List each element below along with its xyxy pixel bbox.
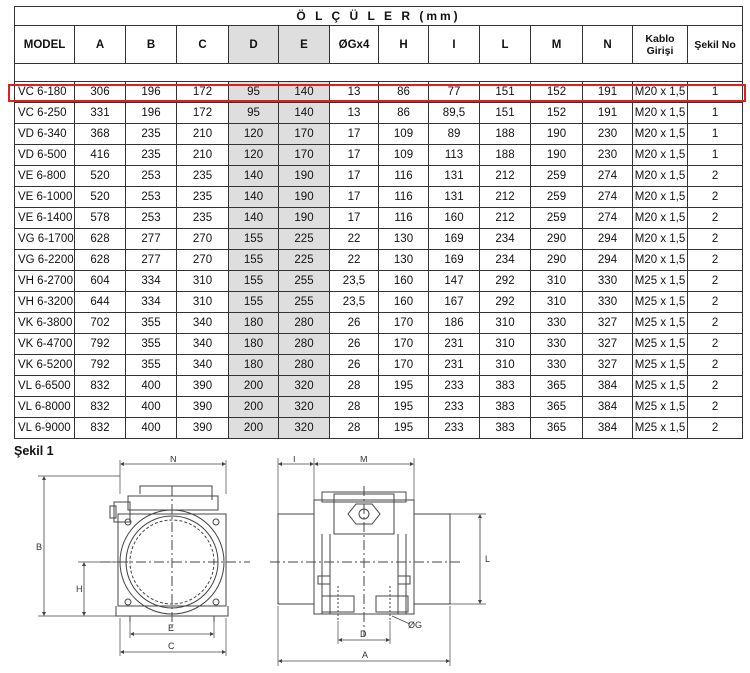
model-cell: VG 6-2200 (15, 250, 75, 271)
model-cell: VH 6-3200 (15, 292, 75, 313)
value-cell: 832 (75, 397, 126, 418)
value-cell: 294 (583, 229, 633, 250)
column-header: Kablo Girişi (633, 26, 688, 64)
value-cell: 330 (531, 334, 583, 355)
value-cell: 23,5 (330, 292, 379, 313)
dim-label-d: D (360, 629, 367, 639)
value-cell: 334 (126, 271, 177, 292)
column-header: N (583, 26, 633, 64)
value-cell: 131 (429, 187, 480, 208)
value-cell: 212 (480, 208, 531, 229)
value-cell: 340 (177, 334, 229, 355)
value-cell: 140 (229, 166, 279, 187)
value-cell: 26 (330, 355, 379, 376)
dim-label-g: ØG (408, 620, 423, 630)
value-cell: 186 (429, 313, 480, 334)
table-title: Ö L Ç Ü L E R (mm) (15, 7, 743, 26)
value-cell: 22 (330, 250, 379, 271)
value-cell: 13 (330, 82, 379, 103)
value-cell: M20 x 1,5 (633, 145, 688, 166)
value-cell: 116 (379, 187, 429, 208)
table-row (15, 187, 743, 208)
value-cell: 1 (688, 145, 743, 166)
value-cell: 702 (75, 313, 126, 334)
table-row (15, 418, 743, 439)
front-view (38, 460, 250, 656)
table-row (15, 103, 743, 124)
value-cell: 235 (177, 187, 229, 208)
value-cell: 231 (429, 334, 480, 355)
value-cell: 355 (126, 334, 177, 355)
value-cell: 235 (126, 124, 177, 145)
value-cell: 253 (126, 208, 177, 229)
value-cell: 180 (229, 313, 279, 334)
column-header: I (429, 26, 480, 64)
value-cell: 86 (379, 82, 429, 103)
dim-label-h: H (76, 584, 83, 594)
model-cell: VG 6-1700 (15, 229, 75, 250)
value-cell: 22 (330, 229, 379, 250)
value-cell: 290 (531, 229, 583, 250)
value-cell: 116 (379, 208, 429, 229)
value-cell: 17 (330, 208, 379, 229)
value-cell: 160 (379, 271, 429, 292)
value-cell: 270 (177, 250, 229, 271)
value-cell: 2 (688, 313, 743, 334)
value-cell: 270 (177, 229, 229, 250)
value-cell: 400 (126, 397, 177, 418)
value-cell: 167 (429, 292, 480, 313)
column-header: B (126, 26, 177, 64)
value-cell: 188 (480, 145, 531, 166)
value-cell: 365 (531, 376, 583, 397)
value-cell: M25 x 1,5 (633, 397, 688, 418)
dim-label-a: A (362, 650, 369, 660)
value-cell: 310 (480, 313, 531, 334)
table-row (15, 334, 743, 355)
value-cell: 355 (126, 313, 177, 334)
value-cell: 1 (688, 103, 743, 124)
model-cell: VL 6-9000 (15, 418, 75, 439)
value-cell: 195 (379, 376, 429, 397)
header-row (15, 26, 743, 64)
value-cell: 170 (279, 145, 330, 166)
value-cell: 191 (583, 103, 633, 124)
table-row (15, 145, 743, 166)
value-cell: 109 (379, 145, 429, 166)
value-cell: M20 x 1,5 (633, 187, 688, 208)
value-cell: M25 x 1,5 (633, 418, 688, 439)
value-cell: 210 (177, 124, 229, 145)
value-cell: 1 (688, 82, 743, 103)
value-cell: M20 x 1,5 (633, 124, 688, 145)
value-cell: 400 (126, 376, 177, 397)
value-cell: 416 (75, 145, 126, 166)
value-cell: 234 (480, 250, 531, 271)
model-cell: VE 6-800 (15, 166, 75, 187)
value-cell: 2 (688, 208, 743, 229)
value-cell: 330 (531, 355, 583, 376)
value-cell: 95 (229, 103, 279, 124)
value-cell: 792 (75, 355, 126, 376)
value-cell: M25 x 1,5 (633, 376, 688, 397)
model-cell: VK 6-5200 (15, 355, 75, 376)
value-cell: 130 (379, 229, 429, 250)
value-cell: 628 (75, 250, 126, 271)
value-cell: 169 (429, 250, 480, 271)
value-cell: 225 (279, 250, 330, 271)
model-cell: VD 6-500 (15, 145, 75, 166)
value-cell: 384 (583, 397, 633, 418)
value-cell: 310 (480, 355, 531, 376)
value-cell: M25 x 1,5 (633, 292, 688, 313)
value-cell: 120 (229, 124, 279, 145)
column-header: E (279, 26, 330, 64)
value-cell: 140 (279, 82, 330, 103)
value-cell: 832 (75, 418, 126, 439)
value-cell: 190 (279, 208, 330, 229)
value-cell: 2 (688, 250, 743, 271)
value-cell: 151 (480, 82, 531, 103)
value-cell: 26 (330, 313, 379, 334)
value-cell: 170 (279, 124, 330, 145)
value-cell: 86 (379, 103, 429, 124)
value-cell: 292 (480, 292, 531, 313)
value-cell: 400 (126, 418, 177, 439)
value-cell: 225 (279, 229, 330, 250)
value-cell: 320 (279, 397, 330, 418)
technical-drawing (0, 456, 750, 673)
model-cell: VK 6-4700 (15, 334, 75, 355)
value-cell: 152 (531, 82, 583, 103)
value-cell: 231 (429, 355, 480, 376)
value-cell: 294 (583, 250, 633, 271)
value-cell: M20 x 1,5 (633, 229, 688, 250)
value-cell: 190 (531, 145, 583, 166)
value-cell: 210 (177, 145, 229, 166)
table-row (15, 250, 743, 271)
value-cell: 2 (688, 376, 743, 397)
value-cell: 200 (229, 376, 279, 397)
value-cell: 2 (688, 166, 743, 187)
column-header: Şekil No (688, 26, 743, 64)
value-cell: 190 (279, 166, 330, 187)
value-cell: M20 x 1,5 (633, 250, 688, 271)
value-cell: 190 (531, 124, 583, 145)
dim-label-l: L (485, 554, 491, 564)
value-cell: 130 (379, 250, 429, 271)
value-cell: 235 (177, 166, 229, 187)
value-cell: 23,5 (330, 271, 379, 292)
dim-label-n: N (170, 456, 177, 464)
value-cell: 2 (688, 355, 743, 376)
value-cell: 274 (583, 208, 633, 229)
value-cell: 17 (330, 187, 379, 208)
value-cell: 120 (229, 145, 279, 166)
value-cell: 520 (75, 187, 126, 208)
value-cell: 2 (688, 271, 743, 292)
table-row (15, 313, 743, 334)
value-cell: 170 (379, 334, 429, 355)
value-cell: 384 (583, 376, 633, 397)
value-cell: 180 (229, 355, 279, 376)
model-cell: VL 6-6500 (15, 376, 75, 397)
dim-label-e: E (168, 623, 175, 633)
value-cell: 390 (177, 397, 229, 418)
value-cell: 234 (480, 229, 531, 250)
model-cell: VK 6-3800 (15, 313, 75, 334)
figure-label: Şekil 1 (14, 444, 54, 458)
value-cell: 327 (583, 334, 633, 355)
table-row (15, 208, 743, 229)
value-cell: 196 (126, 103, 177, 124)
spacer-row (15, 64, 743, 82)
value-cell: 109 (379, 124, 429, 145)
value-cell: 365 (531, 418, 583, 439)
value-cell: 17 (330, 145, 379, 166)
value-cell: 152 (531, 103, 583, 124)
value-cell: 155 (229, 229, 279, 250)
model-cell: VL 6-8000 (15, 397, 75, 418)
value-cell: 310 (177, 271, 229, 292)
value-cell: 253 (126, 187, 177, 208)
value-cell: 2 (688, 229, 743, 250)
value-cell: 334 (126, 292, 177, 313)
value-cell: 290 (531, 250, 583, 271)
value-cell: 172 (177, 103, 229, 124)
value-cell: 340 (177, 355, 229, 376)
column-header: H (379, 26, 429, 64)
model-cell: VH 6-2700 (15, 271, 75, 292)
value-cell: 604 (75, 271, 126, 292)
value-cell: 280 (279, 313, 330, 334)
value-cell: 140 (229, 208, 279, 229)
side-view (270, 458, 486, 666)
value-cell: 230 (583, 145, 633, 166)
column-header: C (177, 26, 229, 64)
value-cell: 832 (75, 376, 126, 397)
value-cell: 235 (126, 145, 177, 166)
value-cell: 195 (379, 397, 429, 418)
value-cell: 140 (229, 187, 279, 208)
value-cell: M25 x 1,5 (633, 313, 688, 334)
table-row (15, 124, 743, 145)
table-row (15, 82, 743, 103)
value-cell: 253 (126, 166, 177, 187)
value-cell: 390 (177, 418, 229, 439)
value-cell: 151 (480, 103, 531, 124)
table-row (15, 271, 743, 292)
value-cell: 1 (688, 124, 743, 145)
model-cell: VC 6-250 (15, 103, 75, 124)
value-cell: 2 (688, 334, 743, 355)
value-cell: 77 (429, 82, 480, 103)
value-cell: 259 (531, 166, 583, 187)
value-cell: 368 (75, 124, 126, 145)
value-cell: 170 (379, 355, 429, 376)
value-cell: 28 (330, 397, 379, 418)
value-cell: 17 (330, 166, 379, 187)
value-cell: 330 (583, 271, 633, 292)
value-cell: 180 (229, 334, 279, 355)
model-cell: VC 6-180 (15, 82, 75, 103)
value-cell: M25 x 1,5 (633, 271, 688, 292)
value-cell: 233 (429, 397, 480, 418)
value-cell: 89 (429, 124, 480, 145)
value-cell: 628 (75, 229, 126, 250)
value-cell: 320 (279, 418, 330, 439)
value-cell: 212 (480, 166, 531, 187)
value-cell: 26 (330, 334, 379, 355)
value-cell: 520 (75, 166, 126, 187)
value-cell: 140 (279, 103, 330, 124)
value-cell: 383 (480, 418, 531, 439)
value-cell: 644 (75, 292, 126, 313)
model-cell: VD 6-340 (15, 124, 75, 145)
table-row (15, 397, 743, 418)
value-cell: 172 (177, 82, 229, 103)
column-header: D (229, 26, 279, 64)
column-header: L (480, 26, 531, 64)
value-cell: M25 x 1,5 (633, 334, 688, 355)
value-cell: 196 (126, 82, 177, 103)
value-cell: 306 (75, 82, 126, 103)
value-cell: 230 (583, 124, 633, 145)
value-cell: 155 (229, 292, 279, 313)
value-cell: 578 (75, 208, 126, 229)
value-cell: 792 (75, 334, 126, 355)
value-cell: 147 (429, 271, 480, 292)
value-cell: 169 (429, 229, 480, 250)
value-cell: 274 (583, 166, 633, 187)
value-cell: 2 (688, 397, 743, 418)
value-cell: 259 (531, 187, 583, 208)
value-cell: 233 (429, 418, 480, 439)
table-row (15, 376, 743, 397)
value-cell: 2 (688, 292, 743, 313)
value-cell: 390 (177, 376, 229, 397)
column-header: MODEL (15, 26, 75, 64)
column-header: ØGx4 (330, 26, 379, 64)
value-cell: 2 (688, 187, 743, 208)
dim-label-m: M (360, 456, 368, 464)
value-cell: 89,5 (429, 103, 480, 124)
table-row (15, 229, 743, 250)
value-cell: 116 (379, 166, 429, 187)
value-cell: 155 (229, 250, 279, 271)
value-cell: 331 (75, 103, 126, 124)
value-cell: 235 (177, 208, 229, 229)
model-cell: VE 6-1400 (15, 208, 75, 229)
value-cell: 383 (480, 397, 531, 418)
value-cell: M20 x 1,5 (633, 208, 688, 229)
value-cell: 200 (229, 397, 279, 418)
value-cell: 327 (583, 355, 633, 376)
value-cell: 200 (229, 418, 279, 439)
table-row (15, 355, 743, 376)
value-cell: 191 (583, 82, 633, 103)
value-cell: 320 (279, 376, 330, 397)
dim-label-c: C (168, 641, 175, 651)
value-cell: 255 (279, 292, 330, 313)
value-cell: 28 (330, 376, 379, 397)
value-cell: 113 (429, 145, 480, 166)
value-cell: 160 (379, 292, 429, 313)
value-cell: 277 (126, 229, 177, 250)
value-cell: M20 x 1,5 (633, 166, 688, 187)
value-cell: 259 (531, 208, 583, 229)
value-cell: 95 (229, 82, 279, 103)
value-cell: 2 (688, 418, 743, 439)
value-cell: 131 (429, 166, 480, 187)
model-cell: VE 6-1000 (15, 187, 75, 208)
value-cell: 160 (429, 208, 480, 229)
value-cell: 28 (330, 418, 379, 439)
table-row (15, 292, 743, 313)
value-cell: 233 (429, 376, 480, 397)
value-cell: 155 (229, 271, 279, 292)
value-cell: 384 (583, 418, 633, 439)
dim-label-b: B (36, 542, 43, 552)
value-cell: 190 (279, 187, 330, 208)
value-cell: 280 (279, 355, 330, 376)
value-cell: 330 (583, 292, 633, 313)
value-cell: 188 (480, 124, 531, 145)
value-cell: 170 (379, 313, 429, 334)
value-cell: 310 (177, 292, 229, 313)
value-cell: 277 (126, 250, 177, 271)
value-cell: 383 (480, 376, 531, 397)
value-cell: 340 (177, 313, 229, 334)
value-cell: 13 (330, 103, 379, 124)
value-cell: 195 (379, 418, 429, 439)
table-row (15, 166, 743, 187)
value-cell: 17 (330, 124, 379, 145)
value-cell: 212 (480, 187, 531, 208)
value-cell: 310 (531, 271, 583, 292)
value-cell: M20 x 1,5 (633, 82, 688, 103)
value-cell: M25 x 1,5 (633, 355, 688, 376)
value-cell: 310 (480, 334, 531, 355)
column-header: A (75, 26, 126, 64)
value-cell: 330 (531, 313, 583, 334)
value-cell: 274 (583, 187, 633, 208)
value-cell: 365 (531, 397, 583, 418)
value-cell: 310 (531, 292, 583, 313)
value-cell: 355 (126, 355, 177, 376)
column-header: M (531, 26, 583, 64)
dimensions-table (14, 6, 743, 439)
value-cell: 280 (279, 334, 330, 355)
value-cell: 292 (480, 271, 531, 292)
value-cell: 255 (279, 271, 330, 292)
value-cell: M20 x 1,5 (633, 103, 688, 124)
dim-label-i: I (293, 456, 296, 464)
value-cell: 327 (583, 313, 633, 334)
